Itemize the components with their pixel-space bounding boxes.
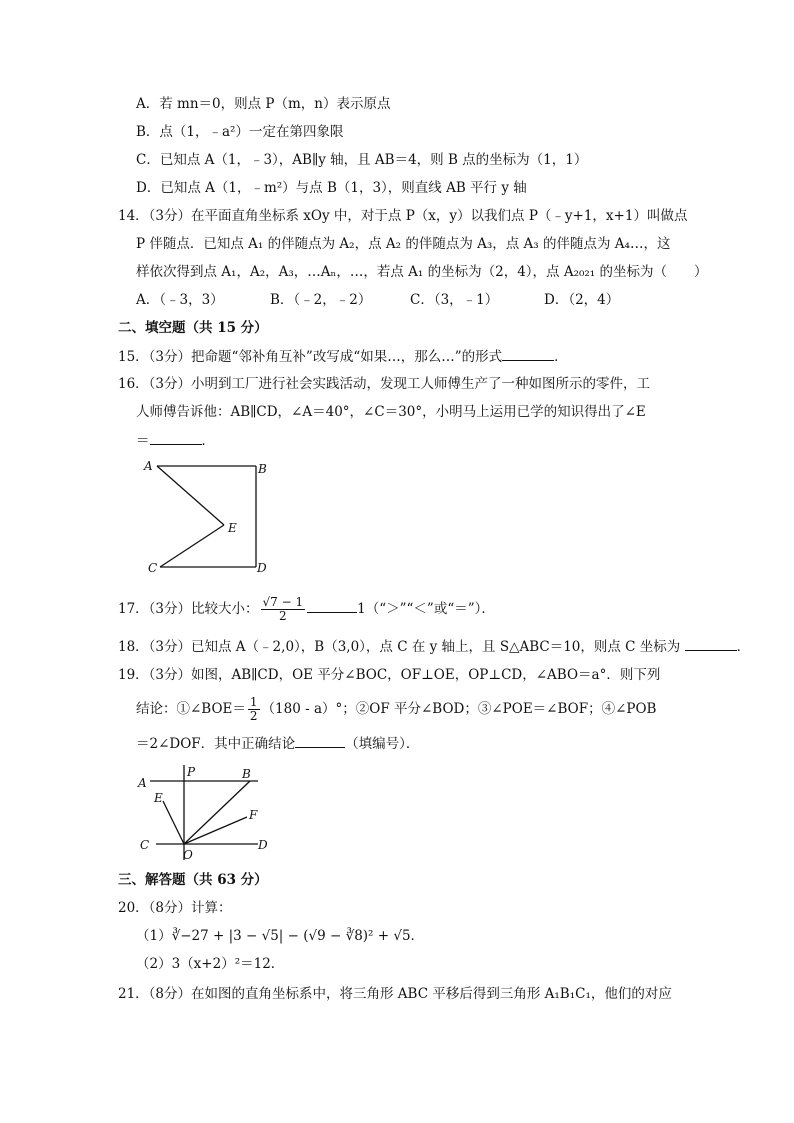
q17-start: 17．（3分）比较大小： <box>118 601 259 617</box>
q16-line3-end: ． <box>201 433 215 449</box>
q16-label-b: B <box>258 462 267 476</box>
q16-answer-blank <box>150 430 202 445</box>
q16-figure <box>140 456 280 580</box>
q19-line2-start: 结论：①∠BOE＝ <box>136 701 246 717</box>
q19-line-ob <box>184 781 250 844</box>
q16-label-c: C <box>148 561 158 575</box>
q14-line1: 14．（3分）在平面直角坐标系 xOy 中，对于点 P（x，y）以我们点 P（﹣y+1，x+1）叫做点 <box>118 208 688 224</box>
q18-line <box>118 636 750 657</box>
q13-option-c: C．已知点 A（1，﹣3），AB∥y 轴，且 AB＝4，则 B 点的坐标为（1，1） <box>136 152 588 168</box>
q19-label-f: F <box>249 808 258 822</box>
q19-answer-blank <box>295 733 345 748</box>
q20-part2: （2）3（x+2）²＝12． <box>136 956 285 972</box>
q15-answer-blank <box>502 346 554 361</box>
q15-text: 15．（3分）把命题“邻补角互补”改写成“如果…，那么…”的形式 <box>118 349 503 365</box>
q20-part1: （1）∛−27 + |3 − √5| − (√9 − ∛8)² + √5． <box>136 928 425 944</box>
q18-text: 18．（3分）已知点 A（﹣2,0），B（3,0），点 C 在 y 轴上，且 S△ABC＝10，则点 C 坐标为 <box>118 639 681 655</box>
q19-line2-end: （180 - a）°；②OF 平分∠BOD；③∠POE＝∠BOF；④∠POB <box>261 701 657 717</box>
q19-label-e: E <box>154 791 163 805</box>
q19-line-oe <box>163 801 184 844</box>
q19-line2 <box>136 694 656 724</box>
q14-option-d: D．（2，4） <box>544 292 620 308</box>
q16-line3 <box>136 430 215 451</box>
q17-fraction-numerator: √7 − 1 <box>262 595 304 609</box>
section2-heading: 二、填空题（共 15 分） <box>118 320 268 336</box>
q19-label-c: C <box>140 838 150 852</box>
q16-line3-start: ＝ <box>136 433 150 449</box>
q19-line3-end: （填编号）． <box>345 736 420 752</box>
q21-line1: 21．（8分）在如图的直角坐标系中，将三角形 ABC 平移后得到三角形 A₁B₁C₁，他们的对应 <box>118 986 672 1002</box>
q16-line1: 16．（3分）小明到工厂进行社会实践活动，发现工人师傅生产了一种如图所示的零件，工 <box>118 376 651 392</box>
q16-label-a: A <box>144 459 153 473</box>
q13-option-b: B．点（1，﹣a²）一定在第四象限 <box>136 124 344 140</box>
q16-label-d: D <box>257 561 267 575</box>
q16-line-ae <box>157 466 224 525</box>
q19-label-o: O <box>183 848 193 862</box>
q17-fraction <box>261 596 306 623</box>
section3-heading: 三、解答题（共 63 分） <box>118 872 268 888</box>
q19-figure <box>134 760 278 868</box>
q13-option-d: D．已知点 A（1，﹣m²）与点 B（1，3），则直线 AB 平行 y 轴 <box>136 180 527 196</box>
q14-line2: P 伴随点．已知点 A₁ 的伴随点为 A₂，点 A₂ 的伴随点为 A₃，点 A₃ 的伴随点为 A₄…，这 <box>136 236 671 252</box>
q16-line-ec <box>160 525 224 567</box>
q14-option-c: C．（3，﹣1） <box>410 292 499 308</box>
q19-fraction <box>248 696 260 723</box>
q14-option-b: B．（﹣2，﹣2） <box>270 292 372 308</box>
q19-label-b: B <box>242 767 251 781</box>
q18-answer-blank <box>685 636 737 651</box>
q19-line-of <box>184 817 247 844</box>
q17-line <box>118 594 495 624</box>
q19-label-d: D <box>258 838 268 852</box>
q14-line3: 样依次得到点 A₁，A₂，A₃，…Aₙ，…，若点 A₁ 的坐标为（2，4），点 A₂₀₂₁ 的坐标为（ ） <box>136 264 708 280</box>
q15-line <box>118 346 568 367</box>
q19-label-p: P <box>187 765 196 779</box>
q19-fraction-numerator: 1 <box>249 695 258 709</box>
q15-end: ． <box>554 349 568 365</box>
q19-fraction-denominator: 2 <box>249 709 258 723</box>
q18-end: ． <box>736 639 751 655</box>
q14-option-a: A．（﹣3，3） <box>136 292 224 308</box>
q19-line3-start: ＝2∠DOF．其中正确结论 <box>136 736 296 752</box>
q20-line1: 20．（8分）计算： <box>118 900 232 916</box>
q17-fraction-denominator: 2 <box>279 609 287 623</box>
q16-label-e: E <box>228 521 237 535</box>
q17-answer-blank <box>307 598 357 613</box>
q19-line3 <box>136 733 419 754</box>
q17-end: 1（“＞”“＜”或“＝”）． <box>357 601 495 617</box>
q19-label-a: A <box>138 776 147 790</box>
q13-option-a: A．若 mn＝0，则点 P（m，n）表示原点 <box>136 96 391 112</box>
q19-line1: 19．（3分）如图，AB∥CD，OE 平分∠BOC，OF⊥OE，OP⊥CD，∠ABO＝a°．则下列 <box>118 667 661 683</box>
q16-line2: 人师傅告诉他：AB∥CD，∠A＝40°，∠C＝30°，小明马上运用已学的知识得出了∠E <box>136 404 646 420</box>
